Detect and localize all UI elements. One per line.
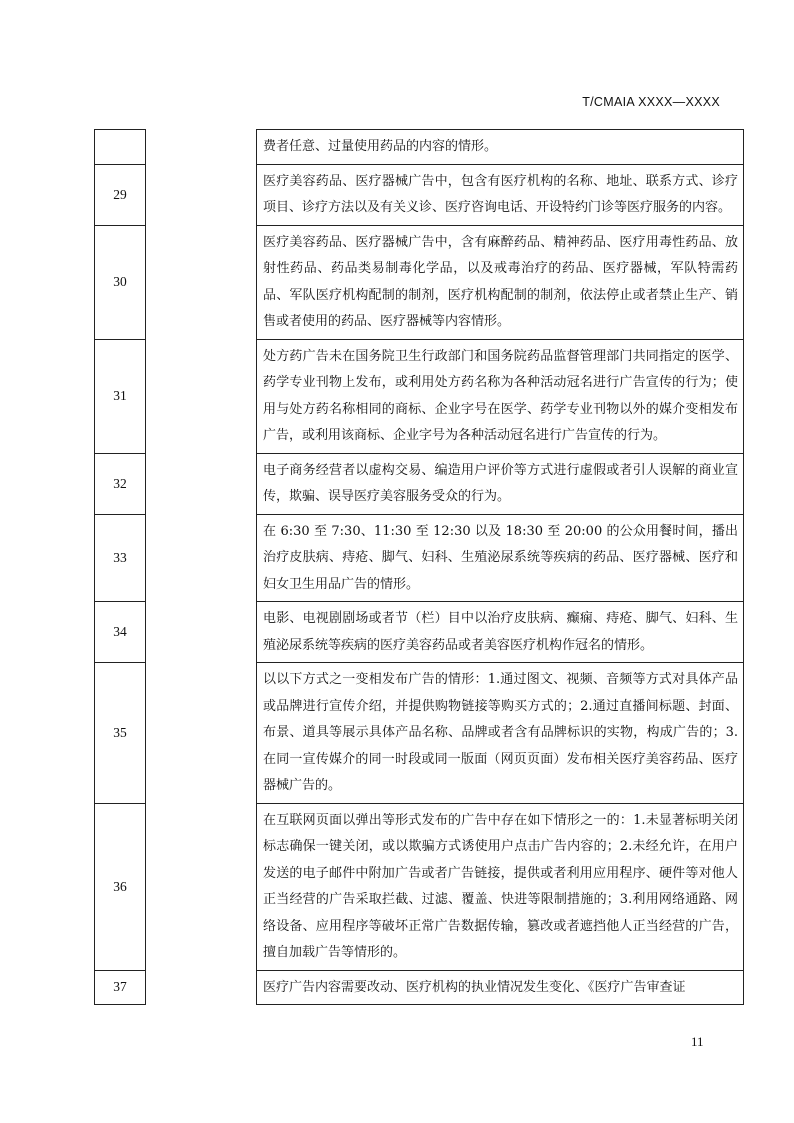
table-row <box>95 663 744 804</box>
row-content-cell: 以以下方式之一变相发布广告的情形：1.通过图文、视频、音频等方式对具体产品或品牌进行宣传介绍，并提供购物链接等购买方式的；2.通过直播间标题、封面、布景、道具等展示具体产品名称、品牌或者含有品牌标识的实物，构成广告的；3.在同一宣传媒介的同一时段或同一版面（网页页面）发布相关医疗美容药品、医疗器械广告的。 <box>257 663 744 804</box>
table-row <box>95 130 744 165</box>
row-number-cell <box>95 130 146 165</box>
row-number-cell: 36 <box>95 803 146 970</box>
table-row <box>95 225 744 339</box>
table-row <box>95 164 744 225</box>
row-content-cell: 电子商务经营者以虚构交易、编造用户评价等方式进行虚假或者引人误解的商业宣传，欺骗、误导医疗美容服务受众的行为。 <box>257 453 744 514</box>
row-number-cell: 37 <box>95 970 146 1005</box>
row-number-cell: 35 <box>95 663 146 804</box>
document-code-header: T/CMAIA XXXX—XXXX <box>582 95 720 109</box>
violation-items-table <box>94 129 744 1005</box>
row-content-cell: 费者任意、过量使用药品的内容的情形。 <box>257 130 744 165</box>
row-number-cell: 34 <box>95 602 146 663</box>
row-content-cell: 在互联网页面以弹出等形式发布的广告中存在如下情形之一的：1.未显著标明关闭标志确保一键关闭，或以欺骗方式诱使用户点击广告内容的；2.未经允许，在用户发送的电子邮件中附加广告或者广告链接，提供或者利用应用程序、硬件等对他人正当经营的广告采取拦截、过滤、覆盖、快进等限制措施的；3.利用网络通路、网络设备、应用程序等破坏正常广告数据传输，篡改或者遮挡他人正当经营的广告，擅自加载广告等情形的。 <box>257 803 744 970</box>
table-row <box>95 514 744 602</box>
page-number: 11 <box>691 1034 704 1049</box>
row-content-cell: 处方药广告未在国务院卫生行政部门和国务院药品监督管理部门共同指定的医学、药学专业刊物上发布，或利用处方药名称为各种活动冠名进行广告宣传的行为；使用与处方药名称相同的商标、企业字号在医学、药学专业刊物以外的媒介变相发布广告，或利用该商标、企业字号为各种活动冠名进行广告宣传的行为。 <box>257 339 744 453</box>
table-row <box>95 339 744 453</box>
table-row <box>95 602 744 663</box>
table-row <box>95 803 744 970</box>
row-number-cell: 32 <box>95 453 146 514</box>
table-row <box>95 453 744 514</box>
row-number-cell: 31 <box>95 339 146 453</box>
row-content-cell: 在 6:30 至 7:30、11:30 至 12:30 以及 18:30 至 20:00 的公众用餐时间，播出治疗皮肤病、痔疮、脚气、妇科、生殖泌尿系统等疾病的药品、医疗器械、医疗和妇女卫生用品广告的情形。 <box>257 514 744 602</box>
row-content-cell: 医疗美容药品、医疗器械广告中，包含有医疗机构的名称、地址、联系方式、诊疗项目、诊疗方法以及有关义诊、医疗咨询电话、开设特约门诊等医疗服务的内容。 <box>257 164 744 225</box>
row-number-cell: 30 <box>95 225 146 339</box>
row-number-cell: 33 <box>95 514 146 602</box>
row-content-cell: 电影、电视剧剧场或者节（栏）目中以治疗皮肤病、癫痫、痔疮、脚气、妇科、生殖泌尿系统等疾病的医疗美容药品或者美容医疗机构作冠名的情形。 <box>257 602 744 663</box>
table-row <box>95 970 744 1005</box>
row-content-cell: 医疗广告内容需要改动、医疗机构的执业情况发生变化、《医疗广告审查证 <box>257 970 744 1005</box>
row-number-cell: 29 <box>95 164 146 225</box>
row-content-cell: 医疗美容药品、医疗器械广告中，含有麻醉药品、精神药品、医疗用毒性药品、放射性药品、药品类易制毒化学品，以及戒毒治疗的药品、医疗器械，军队特需药品、军队医疗机构配制的制剂，医疗机构配制的制剂，依法停止或者禁止生产、销售或者使用的药品、医疗器械等内容情形。 <box>257 225 744 339</box>
